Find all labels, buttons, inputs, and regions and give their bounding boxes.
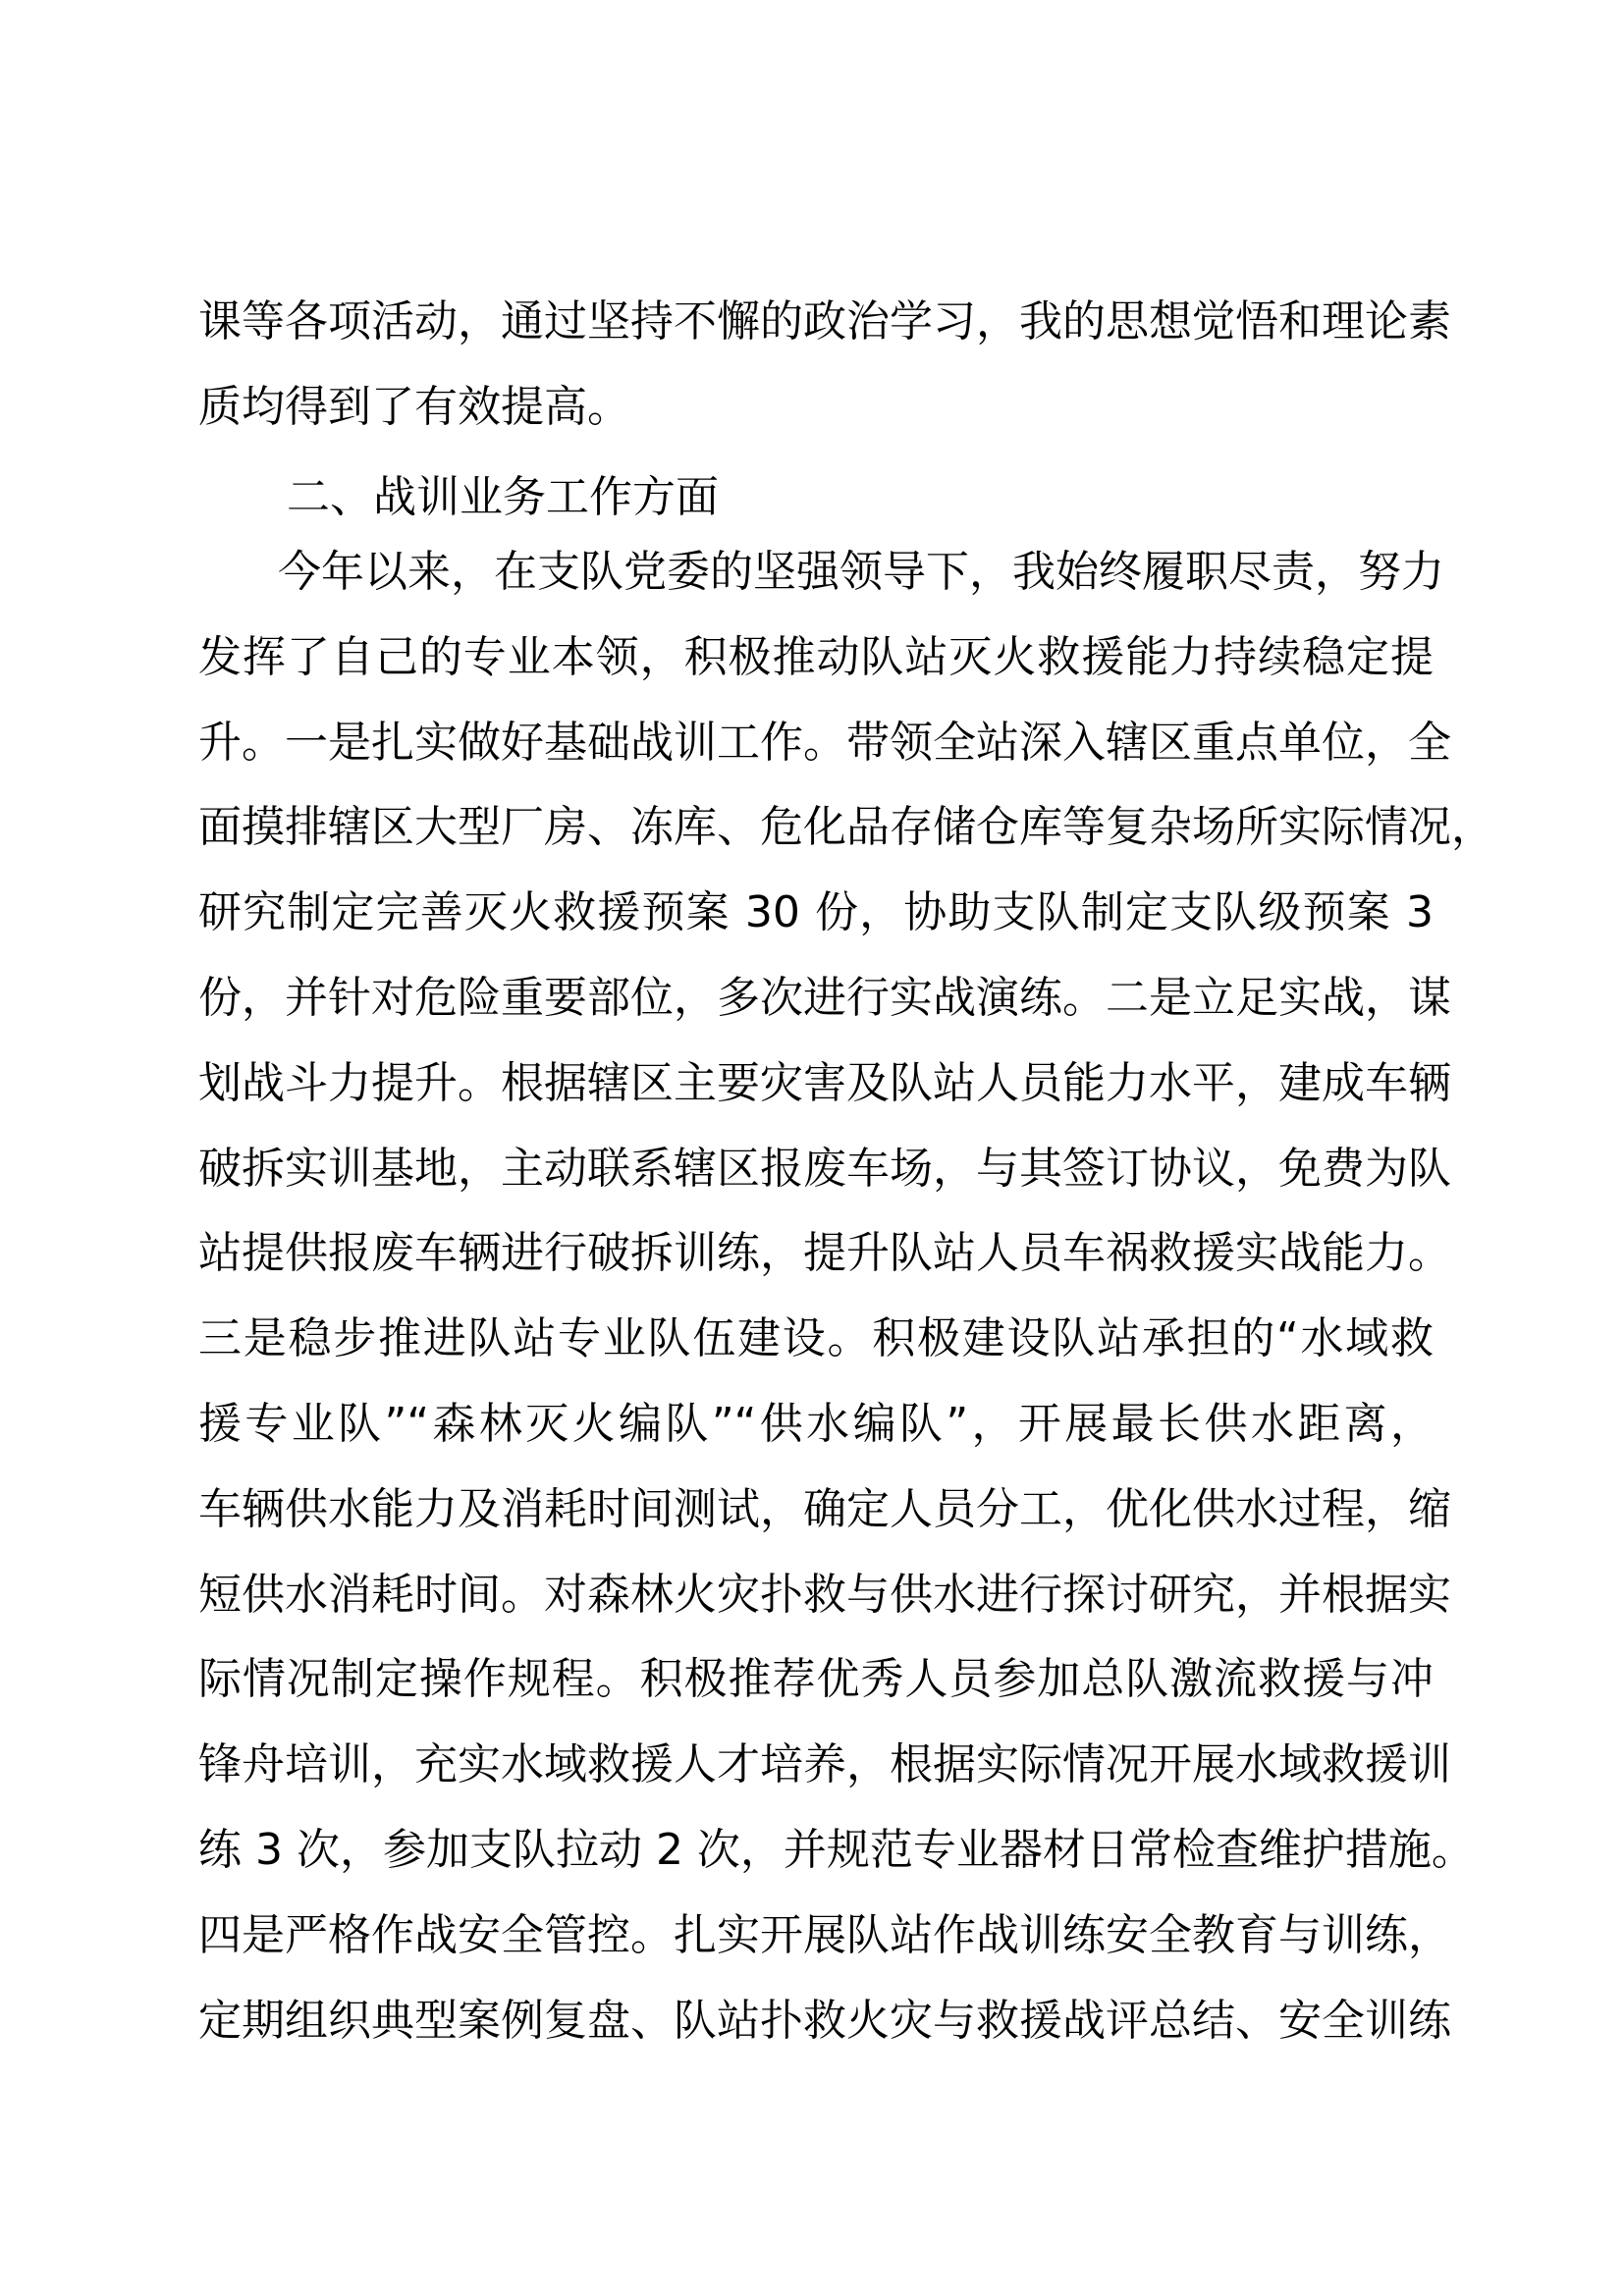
- body-text-line: 车辆供水能力及消耗时间测试，确定人员分工，优化供水过程，缩: [198, 1483, 1451, 1534]
- body-text-line: 研究制定完善灭火救援预案 30 份，协助支队制定支队级预案 3: [198, 887, 1434, 938]
- body-text-line: 升。一是扎实做好基础战训工作。带领全站深入辖区重点单位，全: [198, 717, 1451, 768]
- body-text-line: 站提供报废车辆进行破拆训练，提升队站人员车祸救援实战能力。: [198, 1228, 1451, 1279]
- body-text-line: 短供水消耗时间。对森林火灾扑救与供水进行探讨研究，并根据实: [198, 1569, 1451, 1620]
- body-text-line: 面摸排辖区大型厂房、冻库、危化品存储仓库等复杂场所实际情况，: [198, 802, 1494, 853]
- body-text-line: 划战斗力提升。根据辖区主要灾害及队站人员能力水平，建成车辆: [198, 1057, 1451, 1108]
- body-text-line: 质均得到了有效提高。: [198, 382, 630, 432]
- body-text-line: 际情况制定操作规程。积极推荐优秀人员参加总队激流救援与冲: [198, 1654, 1434, 1705]
- body-text-line: 今年以来，在支队党委的坚强领导下，我始终履职尽责，努力: [278, 547, 1444, 597]
- body-text-line: 练 3 次，参加支队拉动 2 次，并规范专业器材日常检查维护措施。: [198, 1825, 1475, 1875]
- body-text-line: 发挥了自己的专业本领，积极推动队站灭火救援能力持续稳定提: [198, 631, 1434, 682]
- body-text-line: 援专业队”“森林灭火编队”“供水编队”，开展最长供水距离，: [198, 1399, 1434, 1449]
- body-text-line: 课等各项活动，通过坚持不懈的政治学习，我的思想觉悟和理论素: [198, 296, 1451, 347]
- body-text-line: 份，并针对危险重要部位，多次进行实战演练。二是立足实战，谋: [198, 973, 1451, 1023]
- body-text-line: 锋舟培训，充实水域救援人才培养，根据实际情况开展水域救援训: [198, 1739, 1451, 1790]
- body-text-line: 破拆实训基地，主动联系辖区报废车场，与其签订协议，免费为队: [198, 1143, 1451, 1194]
- body-text-line: 三是稳步推进队站专业队伍建设。积极建设队站承担的“水域救: [198, 1313, 1434, 1364]
- section-heading: 二、战训业务工作方面: [287, 472, 719, 522]
- body-text-line: 四是严格作战安全管控。扎实开展队站作战训练安全教育与训练，: [198, 1909, 1451, 1960]
- body-text-line: 定期组织典型案例复盘、队站扑救火灾与救援战评总结、安全训练: [198, 1995, 1451, 2046]
